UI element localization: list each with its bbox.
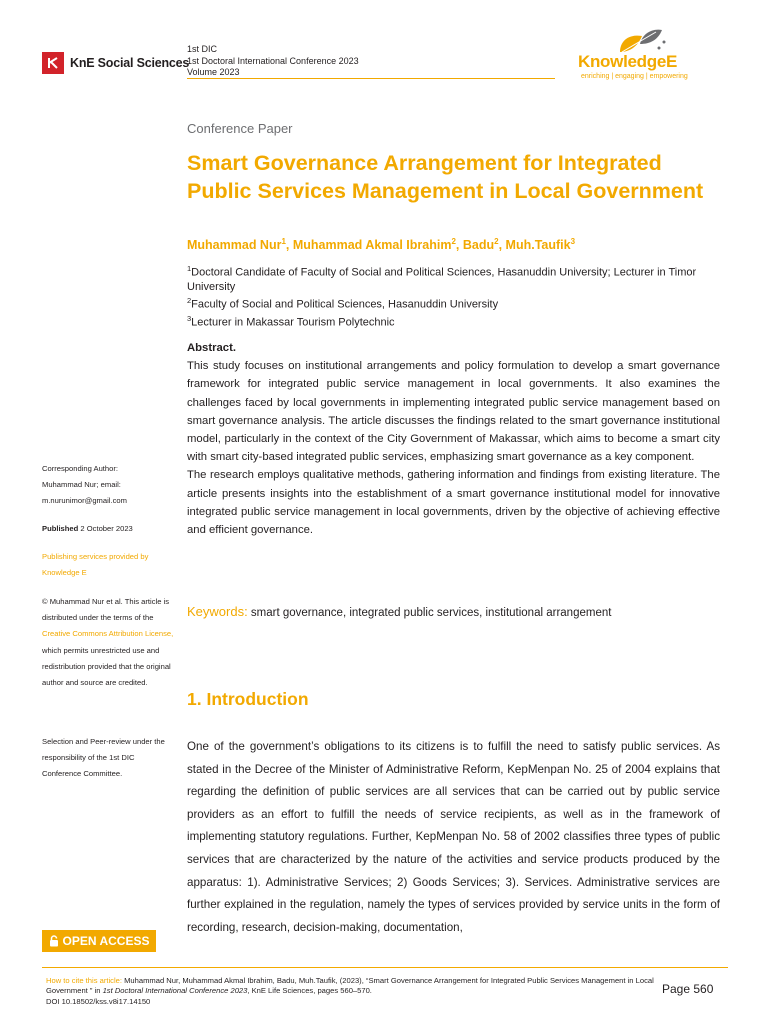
- affiliation-text: Faculty of Social and Political Sciences, Hasanuddin University: [191, 298, 499, 311]
- affiliation: [187, 262, 725, 294]
- open-access-label: OPEN ACCESS: [62, 934, 150, 948]
- author-list: Muhammad Nur$^1$, Muhammad Akmal Ibrahim$^2$, Badu$^2$, Muh.Taufik$^3$: [187, 237, 576, 253]
- author-name: Badu: [462, 238, 495, 253]
- copyright-text-2: which permits unrestricted use and redistribution provided that the original author and source are credited.: [42, 645, 171, 688]
- kne-logo-icon: [42, 52, 64, 74]
- author-sup: 2: [494, 237, 499, 246]
- footer-divider: [42, 967, 728, 968]
- how-to-cite-label: How to cite this article:: [46, 976, 122, 985]
- brand-name: KnowledgeE: [578, 52, 678, 71]
- published-info: [42, 521, 175, 537]
- volume: Volume 2023: [187, 67, 240, 77]
- affiliation: [187, 294, 725, 312]
- author-sup: 2: [451, 237, 456, 246]
- doi[interactable]: DOI 10.18502/kss.v8i17.14150: [46, 996, 151, 1006]
- corresponding-label: Corresponding Author:: [42, 464, 118, 473]
- conference-full: 1st Doctoral International Conference 2023: [187, 55, 359, 66]
- selection-note: Selection and Peer-review under the responsibility of the 1st DIC Conference Committee.: [42, 737, 165, 779]
- corresponding-email[interactable]: m.nurunimor@gmail.com: [42, 496, 127, 506]
- author-sup: 1: [281, 237, 286, 246]
- author-name: Muh.Taufik: [505, 238, 571, 253]
- citation-pages: , KnE Life Sciences, pages 560–570.: [247, 986, 372, 996]
- affiliations: [187, 262, 725, 330]
- copyright-text: Muhammad Nur et al. This article is distributed under the terms of the: [42, 597, 170, 623]
- published-date: 2 October 2023: [80, 524, 133, 533]
- copyright-icon: ©: [42, 597, 48, 606]
- brand-tagline: enriching | engaging | empowering: [581, 73, 688, 80]
- citation: [46, 976, 664, 1007]
- published-label: Published: [42, 524, 79, 533]
- abstract-paragraph-1: This study focuses on institutional arrangements and policy formulation to develop a smart governance framework for integrated public service management in local governments. It also examines the challenges faced by local governments in implementing integrated public service management based on smart governance analysis. The article discusses the findings related to the smart governance institutional model, particularly in the context of the City Government of Makassar, which aims to become a smart city with smart city-based integrated public services, emphasizing smart governance as a key component.: [187, 360, 720, 464]
- affiliation-sup: 2: [187, 296, 192, 306]
- lock-icon: [49, 935, 59, 947]
- paper-title: Smart Governance Arrangement for Integrated Public Services Management in Local Government: [187, 151, 704, 203]
- conference-info: [187, 44, 359, 79]
- keywords-text: smart governance, integrated public services, institutional arrangement: [250, 607, 612, 619]
- abstract-paragraph-2: The research employs qualitative methods, gathering information and findings from existing literature. The article presents insights into the establishment of a smart governance institutional model for innovative integrated public service management in local governments, driven by the objective of achieving effective and efficient governance.: [187, 469, 720, 537]
- author-sup: 3: [570, 237, 576, 246]
- affiliation: [187, 312, 725, 330]
- kne-logo: [42, 52, 189, 74]
- affiliation-text: Doctoral Candidate of Faculty of Social and Political Sciences, Hasanuddin University; Lecturer in Timor University: [187, 266, 697, 293]
- license-link[interactable]: Creative Commons Attribution License,: [42, 629, 174, 639]
- conference-short: 1st DIC: [187, 44, 218, 54]
- author-name: Muhammad Akmal Ibrahim: [292, 238, 452, 253]
- keywords: [187, 604, 611, 619]
- kne-logo-text: KnE Social Sciences: [70, 56, 190, 70]
- publishing-services: Publishing services provided by Knowledge E: [42, 552, 149, 578]
- corresponding-name: Muhammad Nur; email:: [42, 480, 121, 490]
- abstract: [187, 339, 720, 539]
- abstract-heading: Abstract.: [187, 342, 236, 354]
- affiliation-text: Lecturer in Makassar Tourism Polytechnic: [191, 316, 395, 329]
- copyright-notice: [42, 594, 175, 691]
- affiliation-sup: 3: [187, 313, 192, 323]
- section-heading: 1. Introduction: [187, 689, 309, 709]
- citation-text: Muhammad Nur, Muhammad Akmal Ibrahim, Badu, Muh.Taufik, (2023), “Smart Governance Arrangement for Integrated Public Services Management in Local Government ” in: [46, 976, 654, 996]
- keywords-label: Keywords:: [187, 604, 248, 619]
- intro-paragraph: One of the government’s obligations to its citizens is to fulfill the need to satisfy public services. As stated in the Decree of the Minister of Administrative Reform, KepMenpan No. 25 of 2004 explains that regarding the definition of public services are all services that can be carried out by public service providers as an effort to fulfill the needs of service recipients, as well as in the framework of implementing statutory regulations. Further, KepMenpan No. 58 of 2002 classifies three types of public services that are characterized by the nature of the activities and service products produced by the apparatus: 1). Administrative Services; 2) Goods Services; 3). Services. Administrative services are further explained in the regulation, namely the types of services provided by service units in the form of recording, research, decision-making, documentation,: [187, 740, 720, 934]
- paper-type: Conference Paper: [187, 121, 293, 136]
- header-divider: [187, 78, 555, 79]
- corresponding-author: [42, 461, 175, 510]
- open-access-badge: [42, 930, 156, 952]
- author-name: Muhammad Nur: [187, 238, 282, 253]
- page-number: Page 560: [662, 982, 714, 996]
- citation-venue: 1st Doctoral International Conference 2023: [102, 986, 248, 996]
- affiliation-sup: 1: [187, 264, 192, 273]
